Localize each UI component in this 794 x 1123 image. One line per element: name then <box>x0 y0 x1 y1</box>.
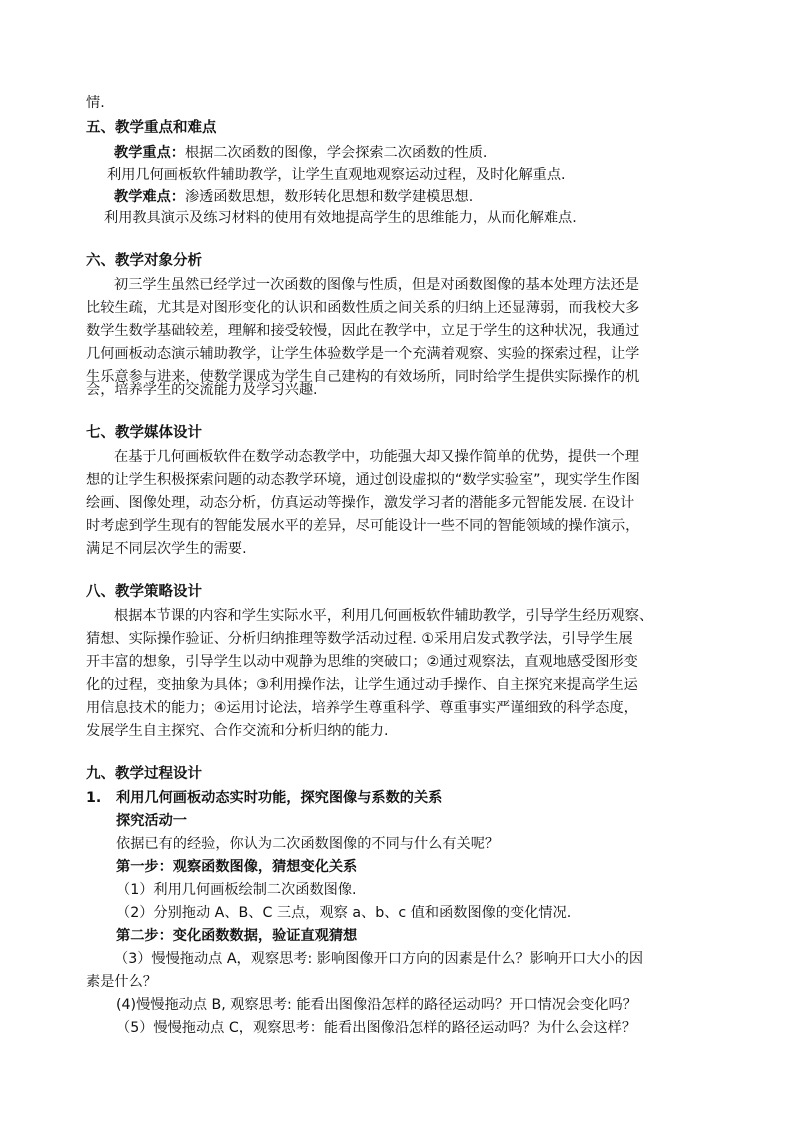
section-heading-5: 五、教学重点和难点 <box>86 120 217 136</box>
paragraph-line: 数学生数学基础较差，理解和接受较慢，因此在教学中，立足于学生的这种状况，我通过 <box>86 323 640 339</box>
step-item: （2）分别拖动 A、B、C 三点，观察 a、b、c 值和函数图像的变化情况. <box>116 905 572 921</box>
paragraph-line: 想的让学生积极探索问题的动态教学环境，通过创设虚拟的“数学实验室”，现实学生作图 <box>86 472 640 488</box>
item-number: 1. <box>86 790 102 806</box>
text-line: 情. <box>86 95 105 111</box>
section-heading-8: 八、教学策略设计 <box>86 584 202 600</box>
paragraph-line: 比较生疏，尤其是对图形变化的认识和函数性质之间关系的归纳上还显薄弱，而我校大多 <box>86 300 640 316</box>
key-points-line <box>114 144 708 163</box>
step-heading-2: 第二步：变化函数数据，验证直观猜想 <box>116 928 358 944</box>
section-heading-6: 六、教学对象分析 <box>86 253 202 269</box>
paragraph-line: 猜想、实际操作验证、分析归纳推理等数学活动过程. ①采用启发式教学法，引导学生展 <box>86 631 633 647</box>
question-line: 依据已有的经验，你认为二次函数图像的不同与什么有关呢？ <box>116 836 500 852</box>
step-item: (4)慢慢拖动点 B, 观察思考: 能看出图像沿怎样的路径运动吗？开口情况会变化吗？ <box>116 997 637 1013</box>
paragraph-line: 化的过程，变抽象为具体；③利用操作法，让学生通过动手操作、自主探究来提高学生运 <box>86 677 638 693</box>
paragraph-line: 根据本节课的内容和学生实际水平，利用几何画板软件辅助教学，引导学生经历观察、 <box>114 608 654 624</box>
difficult-points-text: 渗透函数思想，数形转化思想和数学建模思想. <box>184 189 474 205</box>
paragraph-line: 在基于几何画板软件在数学动态教学中，功能强大却又操作简单的优势，提供一个理 <box>114 449 639 465</box>
difficult-points-line <box>114 188 708 207</box>
text-line: 利用几何画板软件辅助教学，让学生直观地观察运动过程，及时化解重点. <box>107 167 566 183</box>
paragraph-line: 生乐意参与进来，使数学课成为学生自己建构的有效场所，同时给学生提供实际操作的机 <box>86 369 640 385</box>
paragraph-line: 用信息技术的能力；④运用讨论法，培养学生尊重科学、尊重事实严谨细致的科学态度， <box>86 700 638 716</box>
difficult-points-label: 教学难点： <box>114 189 185 205</box>
paragraph-line: 初三学生虽然已经学过一次函数的图像与性质，但是对函数图像的基本处理方法还是 <box>114 277 639 293</box>
text-line: 利用教具演示及练习材料的使用有效地提高学生的思维能力，从而化解难点. <box>104 210 577 226</box>
step-item: （1）利用几何画板绘制二次函数图像. <box>116 882 357 898</box>
activity-heading: 探究活动一 <box>116 813 187 829</box>
key-points-text: 根据二次函数的图像，学会探索二次函数的性质. <box>184 145 488 161</box>
paragraph-line: 时考虑到学生现有的智能发展水平的差异，尽可能设计一些不同的智能领域的操作演示， <box>86 518 640 534</box>
step-item: （5）慢慢拖动点 C，观察思考：能看出图像沿怎样的路径运动吗？为什么会这样？ <box>116 1020 637 1036</box>
paragraph-line: 会，培养学生的交流能力及学习兴趣. <box>86 382 318 398</box>
step-item: （3）慢慢拖动点 A，观察思考: 影响图像开口方向的因素是什么？影响开口大小的因 <box>114 951 644 967</box>
step-item-continuation: 素是什么？ <box>86 974 157 990</box>
paragraph-line: 满足不同层次学生的需要. <box>86 541 247 557</box>
paragraph-line: 发展学生自主探究、合作交流和分析归纳的能力. <box>86 723 389 739</box>
section-heading-7: 七、教学媒体设计 <box>86 425 202 441</box>
step-heading-1: 第一步：观察函数图像，猜想变化关系 <box>116 859 358 875</box>
paragraph-line: 绘画、图像处理，动态分析，仿真运动等操作，激发学习者的潜能多元智能发展. 在设计 <box>86 495 635 511</box>
key-points-label: 教学重点： <box>114 145 185 161</box>
paragraph-line: 开丰富的想象，引导学生以动中观静为思维的突破口；②通过观察法，直观地感受图形变 <box>86 654 638 670</box>
paragraph-line: 几何画板动态演示辅助教学，让学生体验数学是一个充满着观察、实验的探索过程，让学 <box>86 346 640 362</box>
item-text: 利用几何画板动态实时功能，探究图像与系数的关系 <box>116 790 443 806</box>
numbered-item-1 <box>86 789 708 808</box>
section-heading-9: 九、教学过程设计 <box>86 766 202 782</box>
